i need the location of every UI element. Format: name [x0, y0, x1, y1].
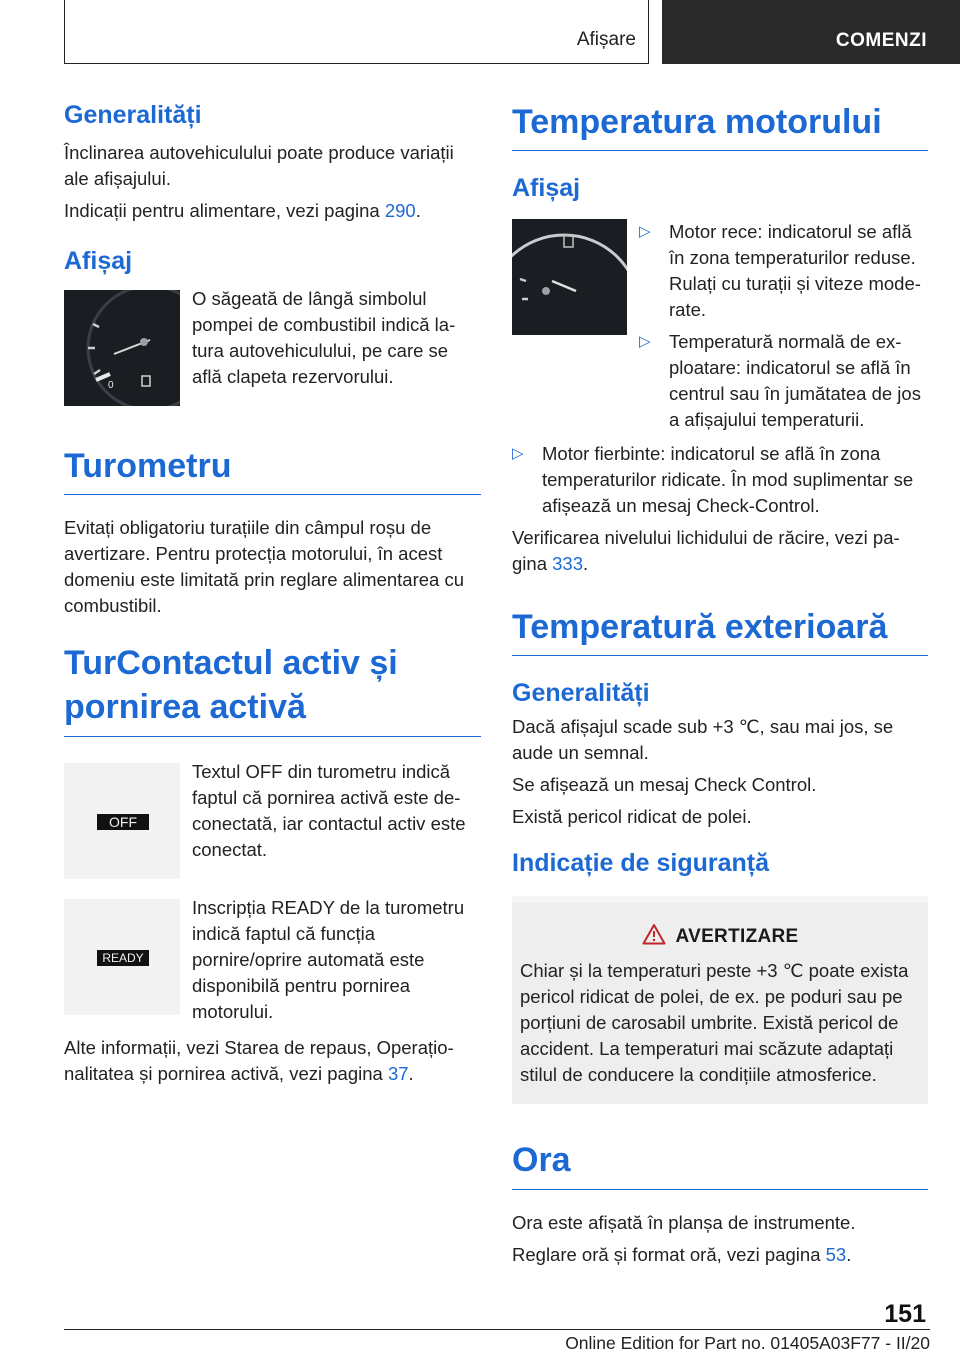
engine-temp-figure — [512, 219, 928, 433]
bullet-normal-temp: Temperatură normală de ex-ploatare: indicatorul se află în centrul sau în jumătatea de jos a afișajului temperaturii. — [669, 331, 921, 431]
bullet-cold-engine: Motor rece: indicatorul se află în zona temperaturilor reduse. Rulați cu turații și viteze mode-rate. — [669, 221, 921, 321]
tachometer-heading: Turometru — [64, 444, 481, 495]
outside-paragraph-3: Există pericol ridicat de polei. — [512, 806, 752, 828]
display-heading: Afișaj — [64, 247, 133, 275]
outside-paragraph-1: Dacă afișajul scade sub +3 ℃, sau mai jos, se aude un semnal. — [512, 716, 894, 764]
clock-paragraph-2-text: Reglare oră și format oră, vezi pagina — [512, 1243, 826, 1265]
list-item — [512, 441, 928, 519]
ready-indicator-image — [64, 899, 180, 1015]
fuel-gauge-description: O săgeată de lângă simbolul pompei de combustibil indică la-tura autovehiculului, pe care se află clapeta rezervorului. — [192, 288, 456, 387]
warning-text: Chiar și la temperaturi peste +3 ℃ poate exista pericol ridicat de polei, de ex. pe poduri sau pe porțiuni de carosabil umbrite. Există pericol de accident. La temperaturi mai scăzute adaptați stilul de conducere la condițiile atmosferice. — [520, 960, 909, 1086]
header-chapter-tab — [662, 0, 960, 64]
triangle-bullet-icon: ▷ — [512, 445, 524, 463]
warning-title: AVERTIZARE — [675, 925, 799, 947]
clock-paragraph-2: Reglare oră și format oră, vezi pagina 53. — [512, 1243, 852, 1265]
general-paragraph-1: Înclinarea autovehiculului poate produce variații ale afișajului. — [64, 142, 454, 189]
fuel-gauge-image — [64, 290, 180, 406]
page-link-37[interactable]: 37 — [387, 1062, 409, 1084]
safety-heading: Indicație de siguranță — [512, 849, 770, 878]
outside-temp-heading: Temperatură exterioară — [512, 605, 928, 656]
coolant-text: Verificarea nivelului lichidului de răcire, vezi pa-gina — [512, 527, 900, 575]
engine-hot-list — [512, 441, 928, 519]
page-link-333[interactable]: 333 — [552, 553, 583, 575]
page-number: 151 — [884, 1300, 926, 1328]
tachometer-paragraph: Evitați obligatoriu turațiile din câmpul roșu de avertizare. Pentru protecția motorului, în acest domeniu este limitată prin reglare alimentarea cu combustibil. — [64, 517, 465, 617]
general-paragraph-2-text: Indicații pentru alimentare, vezi pagina — [64, 200, 385, 221]
outside-paragraph-2: Se afișează un mesaj Check Control. — [512, 774, 817, 796]
engine-temp-heading: Temperatura motorului — [512, 100, 928, 151]
general-heading: Generalități — [64, 101, 202, 129]
warning-triangle-icon — [642, 923, 666, 950]
footer-edition: Online Edition for Part no. 01405A03F77 - II/20 — [565, 1333, 930, 1353]
page-link-290[interactable]: 290 — [384, 200, 416, 221]
engine-temp-list — [639, 219, 928, 433]
ready-figure — [64, 896, 481, 1025]
clock-heading: Ora — [512, 1138, 928, 1189]
list-item — [639, 329, 928, 433]
off-figure — [64, 760, 481, 879]
clock-paragraph-1: Ora este afișată în planșa de instrumente. — [512, 1211, 856, 1233]
footer-divider — [64, 1329, 930, 1330]
active-contact-heading: TurContactul activ și pornirea activă — [64, 641, 481, 736]
list-item — [639, 219, 928, 323]
more-info-text: Alte informații, vezi Starea de repaus, Operațio-nalitatea și pornirea activă, vezi pagina — [64, 1036, 454, 1084]
fuel-gauge-figure — [64, 290, 481, 406]
triangle-bullet-icon: ▷ — [639, 223, 651, 241]
general-paragraph-2: Indicații pentru alimentare, vezi pagina 290. — [64, 200, 421, 221]
off-description: Textul OFF din turometru indică faptul că pornirea activă este de-conectată, iar contactul activ este conectat. — [192, 760, 466, 860]
engine-temp-display-heading: Afișaj — [512, 174, 581, 203]
header-section-label: Afișare — [576, 29, 636, 50]
warning-box — [512, 896, 928, 1104]
ready-label: READY — [97, 950, 149, 966]
warning-header — [520, 923, 920, 950]
left-column — [64, 100, 481, 1087]
ready-description: Inscripția READY de la turometru indică faptul că funcția pornire/oprire automată este disponibilă pentru pornirea motorului. — [192, 896, 465, 1022]
page-link-53[interactable]: 53 — [825, 1243, 847, 1265]
header-section-box — [64, 0, 649, 64]
header-chapter-label: COMENZI — [835, 30, 927, 51]
coolant-paragraph: Verificarea nivelului lichidului de răcire, vezi pa-gina 333. — [512, 527, 900, 575]
right-column — [512, 100, 928, 1268]
off-indicator-image — [64, 763, 180, 879]
bullet-hot-engine: Motor fierbinte: indicatorul se află în zona temperaturilor ridicate. În mod suplimentar se afișează un mesaj Check-Control. — [542, 443, 914, 517]
outside-general-heading: Generalități — [512, 679, 650, 708]
off-label: OFF — [97, 814, 149, 830]
svg-text:0: 0 — [108, 380, 114, 391]
more-info-paragraph: Alte informații, vezi Starea de repaus, Operațio-nalitatea și pornirea activă, vezi pagina 37. — [64, 1036, 454, 1084]
triangle-bullet-icon: ▷ — [639, 333, 651, 351]
engine-temp-gauge-image — [512, 219, 627, 335]
